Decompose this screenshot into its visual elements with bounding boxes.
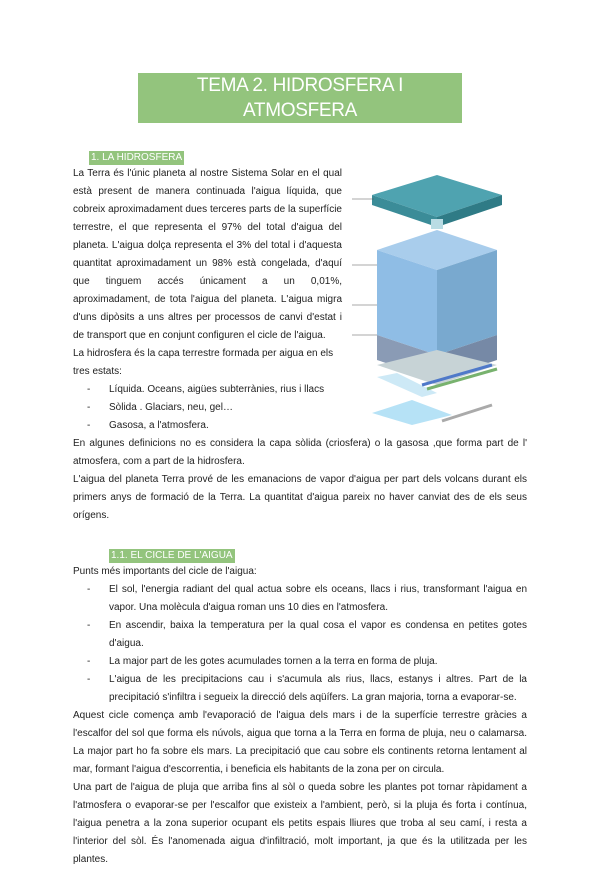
paragraph: L'aigua del planeta Terra prové de les emanacions de vapor d'aigua per part dels volcans durant els primers anys de formació de la Terra. La quantitat d'aigua pareix no haver canviat des de els seus orígens.: [73, 474, 527, 521]
paragraph: Una part de l'aigua de pluja que arriba fins al sòl o queda sobre les plantes pot tornar ràpidament a l'atmosfera o evaporar-se per l'escalfor que existeix a l'ambient, però, si la pluja és forta i contínua, l'aigua penetra a la zona superior ocupant els petits espais lliures que troba al seu camí, i resta a l'interior del sòl. És l'anomenada aigua d'infiltració, molt important, ja que és la utilitzada per les plantes.: [73, 782, 527, 865]
list-item: - Gasosa, a l'atmosfera.: [109, 417, 527, 435]
list-item: - La major part de les gotes acumulades tornen a la terra en forma de pluja.: [109, 653, 527, 671]
list-item: - Sòlida . Glaciars, neu, gel…: [109, 399, 527, 417]
paragraph: La hidrosfera és la capa terrestre formada per aigua en els tres estats:: [73, 348, 334, 377]
section-cicle-body: [73, 563, 527, 869]
document-page: [73, 0, 527, 889]
list-item: - En ascendir, baixa la temperatura per la qual cosa el vapor es condensa en petites gotes d'aigua.: [109, 617, 527, 653]
page-title: TEMA 2. HIDROSFERA I ATMOSFERA: [138, 73, 462, 123]
section-heading-hidrosfera: 1. LA HIDROSFERA: [91, 152, 183, 163]
section-heading-cicle: 1.1. EL CICLE DE L'AIGUA: [111, 550, 233, 561]
paragraph: La Terra és l'únic planeta al nostre Sistema Solar en el qual està present de manera continuada l'aigua líquida, que cobreix aproximadament dues terceres parts de la superfície terrestre, el que representa el 97% del total d'aigua del planeta. L'aigua dolça representa el 3% del total i d'aquesta quantitat aproximadament un 98% està congelada, d'aquí que tinguem accés únicament a un 0,01%, aproximadament, de tota l'aigua del planeta. L'aigua migra d'uns dipòsits a uns altres per processos de canvi d'estat i de transport que en conjunt configuren el cicle de l'aigua.: [73, 168, 342, 341]
list-item: - L'aigua de les precipitacions cau i s'acumula als rius, llacs, estanys i altres. Part de la precipitació s'infiltra i segueix la direcció dels aqüífers. La gran majoria, torna a evaporar-se.: [109, 671, 527, 707]
list-item: - El sol, l'energia radiant del qual actua sobre els oceans, llacs i rius, transformant l'aigua en vapor. Una molècula d'aigua roman uns 10 dies en l'atmosfera.: [109, 581, 527, 617]
list-item: - Líquida. Oceans, aigües subterrànies, rius i llacs: [109, 381, 527, 399]
paragraph: Aquest cicle comença amb l'evaporació de l'aigua dels mars i de la superfície terrestre gràcies a l'escalfor del sol que forma els núvols, aigua que torna a la Terra en forma de pluja, neu o calamarsa. La major part ho fa sobre els mars. La precipitació que cau sobre els continents retorna lentament al mar, formant l'aigua d'escorrentia, i beneficia els habitants de la zona per on circula.: [73, 710, 527, 775]
paragraph: En algunes definicions no es considera la capa sòlida (criosfera) o la gasosa ,que forma part de l' atmosfera, com a part de la hidrosfera.: [73, 438, 527, 467]
paragraph: Punts més importants del cicle de l'aigua:: [73, 566, 257, 577]
